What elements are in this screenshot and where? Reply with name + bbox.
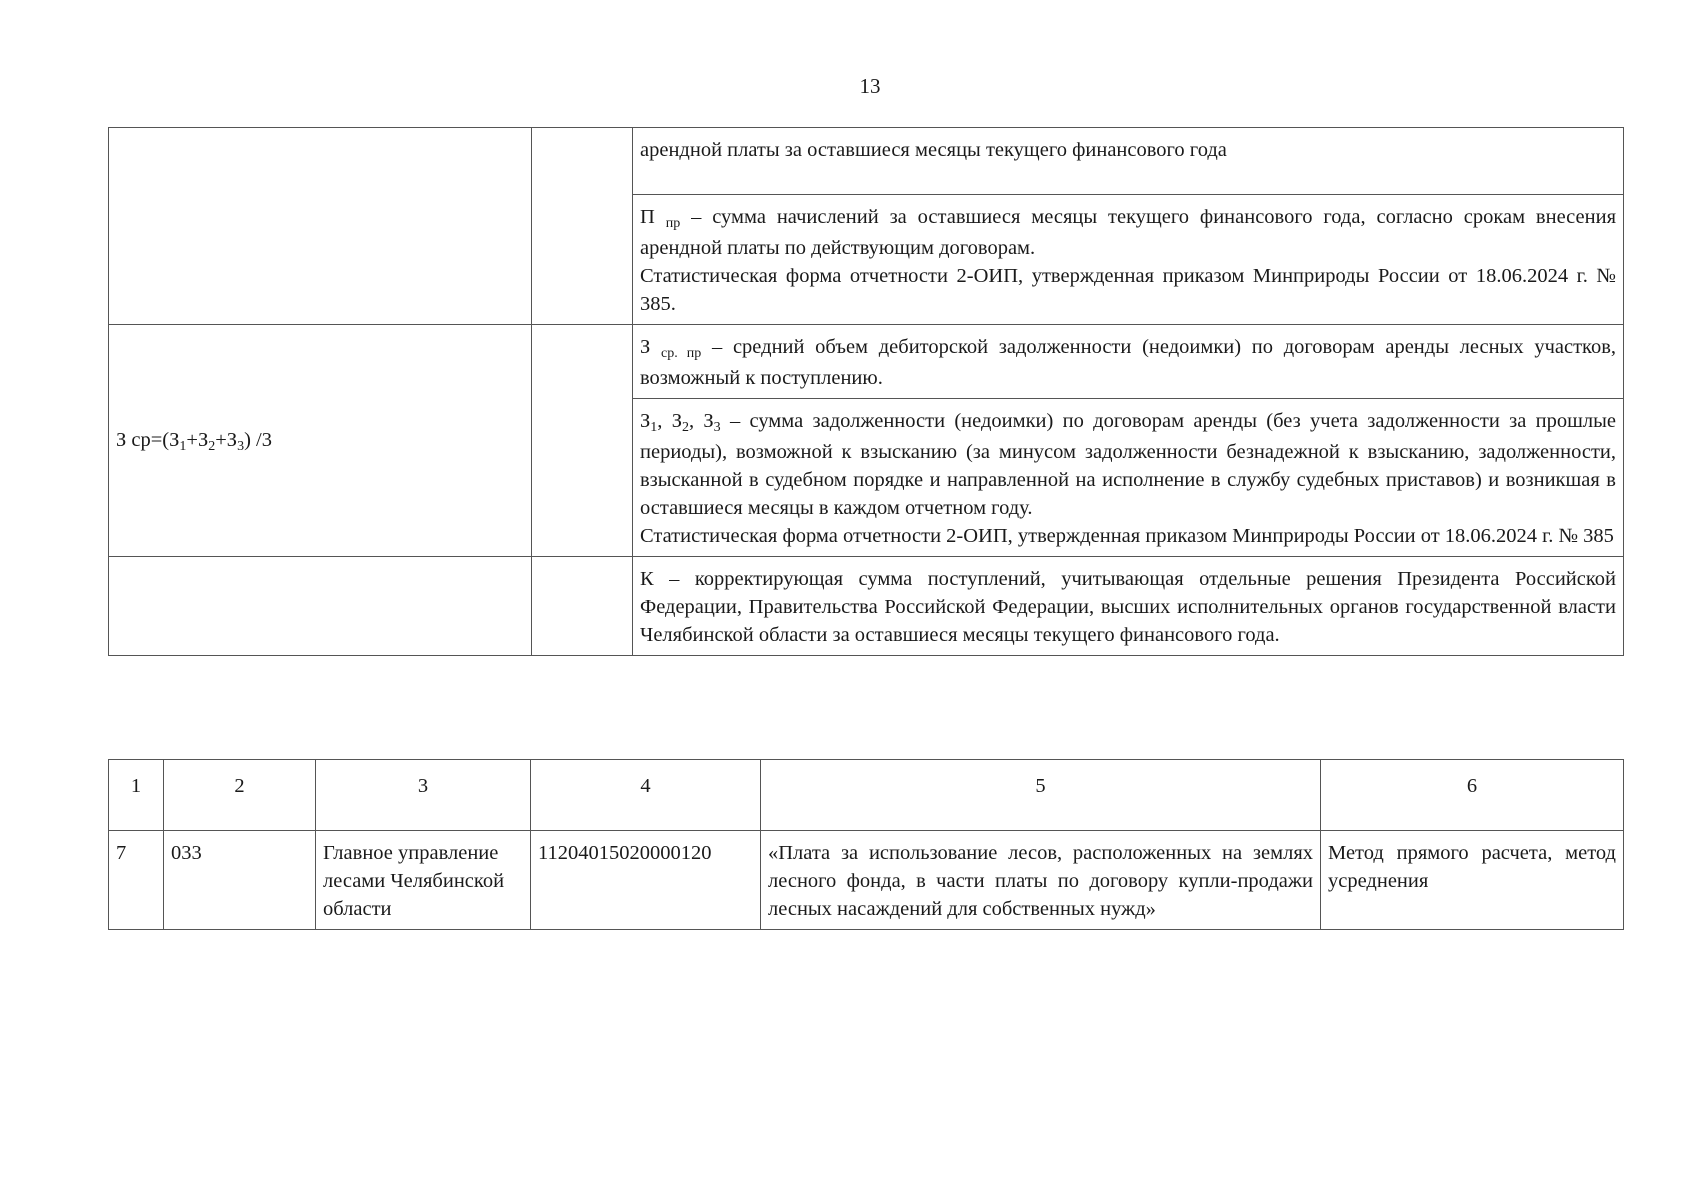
row-number-cell: 7 [109,831,164,930]
source-reference: Статистическая форма отчетности 2-ОИП, утвержденная приказом Минприроды России от 18.06.2024 г. № 385. [640,265,1616,315]
table-row [109,325,1624,399]
column-header: 5 [761,760,1321,831]
description-text: – сумма задолженности (недоимки) по договорам аренды (без учета задолженности за прошлые периоды), возможной к взысканию (за минусом задолженности безнадежной к взысканию, задолженности, взысканной в судебном порядке и направленной на исполнение в службу судебных приставов) и возникшая в оставшиеся месяцы в каждом отчетном году. [640,410,1616,519]
empty-cell [532,325,633,557]
formula-cell [109,128,532,325]
table-header-row [109,760,1624,831]
description-cell [633,128,1624,195]
description-text: – средний объем дебиторской задолженности (недоимки) по договорам аренды лесных участков, возможный к поступлению. [640,336,1617,389]
formula-text: З ср=(З1+З2+З3) /3 [116,429,272,454]
variable-symbol: З [640,336,651,358]
description-cell [633,195,1624,325]
description-text: – сумма начислений за оставшиеся месяцы текущего финансового года, согласно срокам внесения арендной платы по действующим договорам. [640,206,1617,259]
code-cell: 033 [164,831,316,930]
column-header: 6 [1321,760,1624,831]
formula-table [108,127,1624,656]
table-row [109,831,1624,930]
administrator-cell: Главное управление лесами Челябинской области [316,831,531,930]
main-table [108,759,1624,930]
page-number: 13 [859,74,881,98]
variable-symbol: З1, З2, З3 [640,410,721,435]
variable-symbol: П [640,206,655,228]
variable-subscript: ср. пр [661,346,702,361]
column-header: 3 [316,760,531,831]
variable-subscript: пр [665,216,681,231]
formula-cell [109,325,532,557]
kbk-cell: 11204015020000120 [531,831,761,930]
formula-cell [109,557,532,656]
column-header: 2 [164,760,316,831]
description-text: арендной платы за оставшиеся месяцы текущего финансового года [640,139,1227,161]
revenue-name-cell: «Плата за использование лесов, расположенных на землях лесного фонда, в части платы по договору купли-продажи лесных насаждений для собственных нужд» [761,831,1321,930]
description-cell [633,557,1624,656]
column-header: 1 [109,760,164,831]
column-header: 4 [531,760,761,831]
source-reference: Статистическая форма отчетности 2-ОИП, утвержденная приказом Минприроды России от 18.06.2024 г. № 385 [640,525,1614,547]
empty-cell [532,128,633,325]
method-cell: Метод прямого расчета, метод усреднения [1321,831,1624,930]
description-text: К – корректирующая сумма поступлений, учитывающая отдельные решения Президента Российской Федерации, Правительства Российской Федерации, высших исполнительных органов государственной власти Челябинской области за оставшиеся месяцы текущего финансового года. [640,568,1616,646]
description-cell [633,325,1624,399]
empty-cell [532,557,633,656]
description-cell [633,399,1624,557]
table-row [109,557,1624,656]
table-row [109,128,1624,195]
